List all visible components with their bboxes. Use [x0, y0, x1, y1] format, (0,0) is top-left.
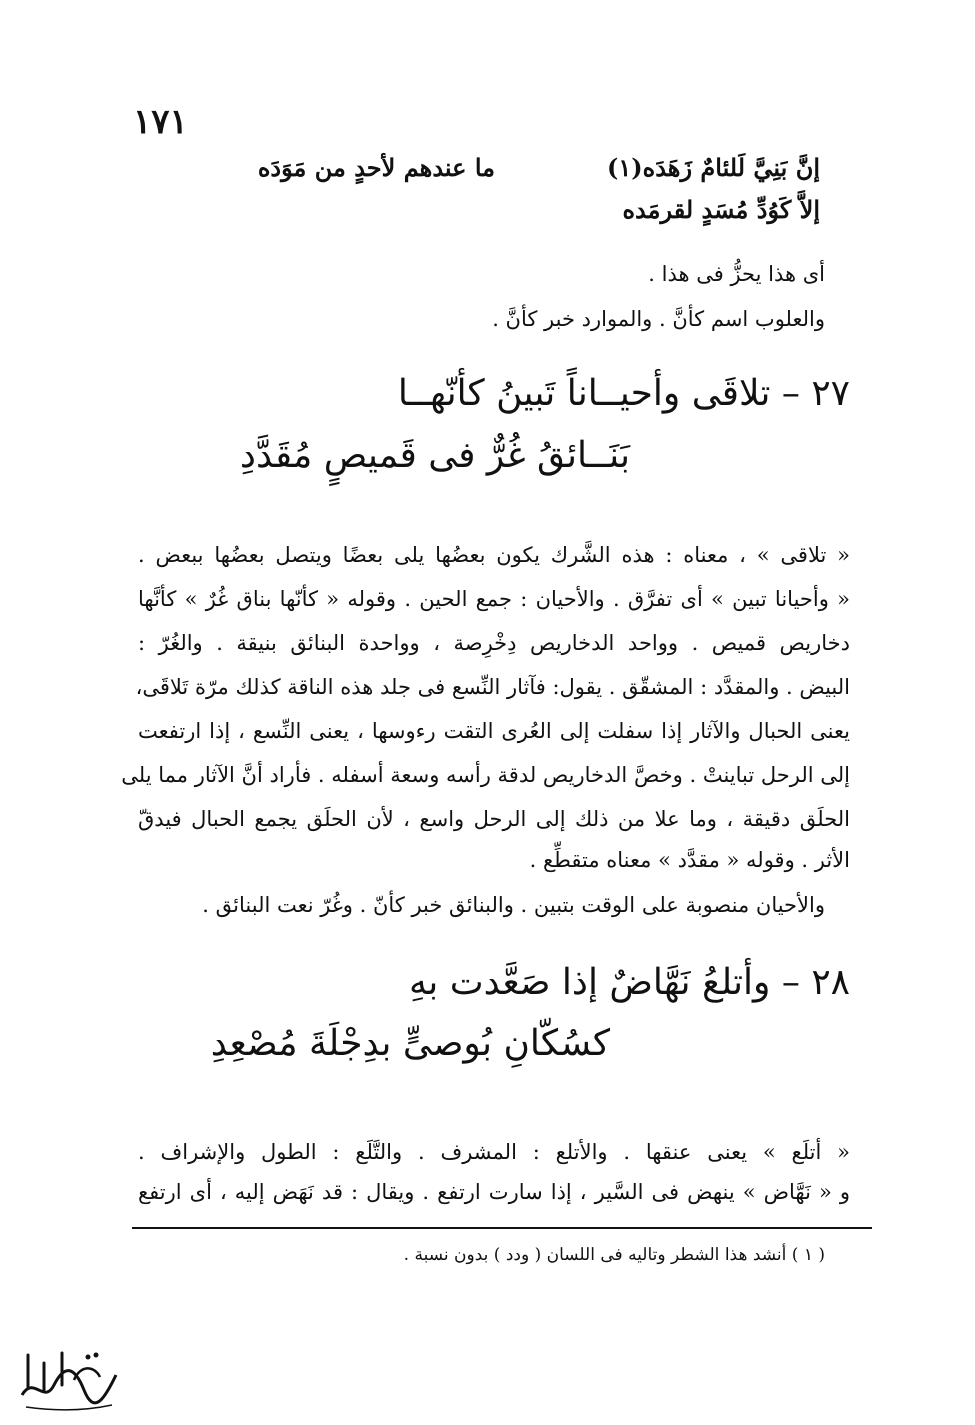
- commentary-line: إلى الرحل تباينتْ . وخصَّ الدخاريص لدقة رأسه وسعة أسفله . فأراد أنَّ الآثار مما يلى: [121, 763, 850, 787]
- gloss-line-1: أى هذا يحزُّ فى هذا .: [648, 262, 825, 286]
- commentary-line: البيض . والمقدَّد : المشقّق . يقول: فآثار النِّسع فى جلد هذه الناقة كذلك مرّة تَلاقَى،: [135, 675, 850, 699]
- commentary-line: « تلاقى » ، معناه : هذه الشَّرك يكون بعضُها يلى بعضًا ويتصل بعضُها ببعض .: [138, 543, 850, 567]
- verse-27-line-2: بَنَــائقُ غُرٌّ فى قَميصٍ مُقَدَّدِ: [239, 435, 630, 476]
- commentary-line: « أتلَع » يعنى عنقها . والأتلع : المشرف . والتَّلَع : الطول والإشراف .: [138, 1140, 850, 1164]
- gloss-line-2: والعلوب اسم كأنَّ . والموارد خبر كأنَّ .: [492, 307, 825, 331]
- note-27: والأحيان منصوبة على الوقت بتبين . والبنائق خبر كأنّ . وغُرّ نعت البنائق .: [202, 893, 825, 917]
- commentary-line: الأثر . وقوله « مقدَّد » معناه متقطِّع .: [529, 848, 850, 872]
- couplet-hemistich-1: إنَّ بَنِيَّ لَلئامٌ زَهَدَه(١): [607, 153, 820, 182]
- verse-28-line-2: كسُكّانِ بُوصىٍّ بدِجْلَةَ مُصْعِدِ: [210, 1023, 610, 1064]
- commentary-line: و « نَهَّاض » ينهض فى السَّير ، إذا سارت ارتفع . ويقال : قد نَهَض إليه ، أى ارتفع: [138, 1180, 850, 1204]
- commentary-line: دخاريص قميص . وواحد الدخاريص دِخْرِصة ، وواحدة البنائق بنيقة . والغُرّ :: [138, 631, 850, 655]
- couplet-line-2: إلاَّ كَوُدِّ مُسَدٍ لقرمَده: [622, 195, 820, 224]
- publisher-logo-icon: [14, 1335, 124, 1415]
- commentary-line: يعنى الحبال والآثار إذا سفلت إلى العُرى التقت رءوسها ، يعنى النِّسع ، إذا ارتفعت: [138, 719, 850, 743]
- commentary-line: الحلَق دقيقة ، وما علا من ذلك إلى الرحل واسع ، لأن الحلَق يجمع الحبال فيدقّ: [138, 807, 850, 831]
- verse-28-line-1: ٢٨ – وأتلعُ نَهَّاضٌ إذا صَعَّدت بهِ: [409, 962, 850, 1003]
- couplet-hemistich-2: ما عندهم لأحدٍ من مَوَدَه: [257, 153, 495, 182]
- footnote-divider: [132, 1227, 872, 1229]
- commentary-line: « وأحيانا تبين » أى تفرَّق . والأحيان : جمع الحين . وقوله « كأنّها بناق غُرٌ » كأنَّها: [138, 587, 850, 611]
- page-number: ١٧١: [133, 102, 188, 142]
- footnote: ( ١ ) أنشد هذا الشطر وتاليه فى اللسان ( ودد ) بدون نسبة .: [403, 1245, 825, 1265]
- verse-27-line-1: ٢٧ – تلاقَى وأحيــاناً تَبينُ كأنّهــا: [397, 373, 850, 414]
